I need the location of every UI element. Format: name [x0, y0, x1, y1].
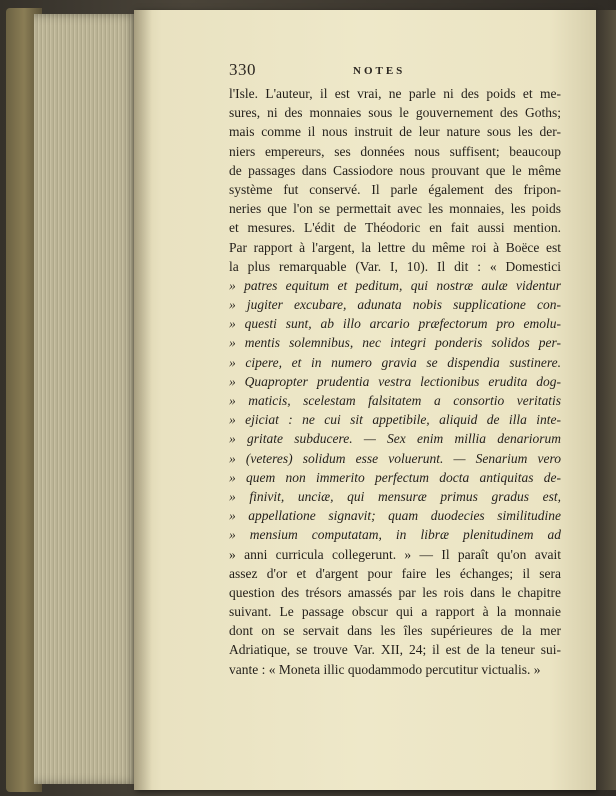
text-line: » ejiciat : ne cui sit appetibile, aliquid de illa inte- [229, 412, 561, 428]
text-line: » mentis solemnibus, nec integri ponderis solidos per- [229, 335, 561, 351]
page-block-edges [34, 14, 138, 784]
text-line: et mesures. L'édit de Théodoric en fait aussi mention. [229, 220, 561, 236]
text-line: » questi sunt, ab illo arcario præfectorum pro emolu- [229, 316, 561, 332]
text-line: sures, ni des monnaies sous le gouvernement des Goths; [229, 105, 561, 121]
text-line: » anni curricula collegerunt. » — Il paraît qu'on avait [229, 546, 561, 562]
text-line: » (veteres) solidum esse voluerunt. — Senarium vero [229, 450, 561, 466]
text-line: mais comme il nous instruit de leur nature sous les der- [229, 124, 561, 140]
text-line: neries que l'on se permettait avec les monnaies, les poids [229, 201, 561, 217]
text-line: » mensium computatam, in libræ plenitudinem ad [229, 527, 561, 543]
text-line: de passages dans Cassiodore nous prouvant que le même [229, 162, 561, 178]
text-line: la plus remarquable (Var. I, 10). Il dit : « Domestici [229, 258, 561, 274]
text-line: » maticis, scelestam falsitatem a consortio veritatis [229, 393, 561, 408]
text-line: assez d'or et d'argent pour faire les échanges; il sera [229, 565, 561, 581]
text-line: » appellatione signavit; quam duodecies similitudine [229, 508, 561, 524]
text-line: » gritate subducere. — Sex enim millia denariorum [229, 431, 561, 447]
page-header [229, 60, 569, 80]
text-line: » cipere, et in numero gravia se dispendia sustinere. [229, 354, 561, 370]
text-line: Adriatique, se trouve Var. XII, 24; il est de la teneur sui- [229, 642, 561, 658]
page-number: 330 [229, 60, 256, 79]
text-line: » patres equitum et peditum, qui nostræ aulæ videntur [229, 277, 561, 293]
text-line: dont on se servait dans les îles supérieures de la mer [229, 623, 561, 639]
text-line: » Quapropter prudentia vestra lectionibus erudita dog- [229, 373, 561, 389]
text-line: question des trésors amassés par les rois dans le chapitre [229, 584, 561, 600]
running-head: NOTES [353, 65, 406, 77]
text-line: vante : « Moneta illic quodammodo percutitur victualis. » [229, 661, 541, 677]
text-line: » finivit, unciæ, qui mensuræ primus gradus est, [229, 488, 561, 504]
text-line: l'Isle. L'auteur, il est vrai, ne parle ni des poids et me- [229, 86, 561, 101]
text-line: système fut conservé. Il parle également des fripon- [229, 181, 561, 197]
text-line: Par rapport à l'argent, la lettre du même roi à Boëce est [229, 239, 561, 255]
right-page-edge [596, 10, 616, 790]
text-line: » jugiter excubare, adunata nobis supplicatione con- [229, 297, 561, 313]
text-line: suivant. Le passage obscur qui a rapport à la monnaie [229, 604, 561, 620]
text-line: » quem non immerito perfectum docta antiquitas de- [229, 469, 561, 485]
text-line: niers empereurs, ses données nous suffisent; beaucoup [229, 143, 561, 159]
body-text [229, 84, 561, 679]
